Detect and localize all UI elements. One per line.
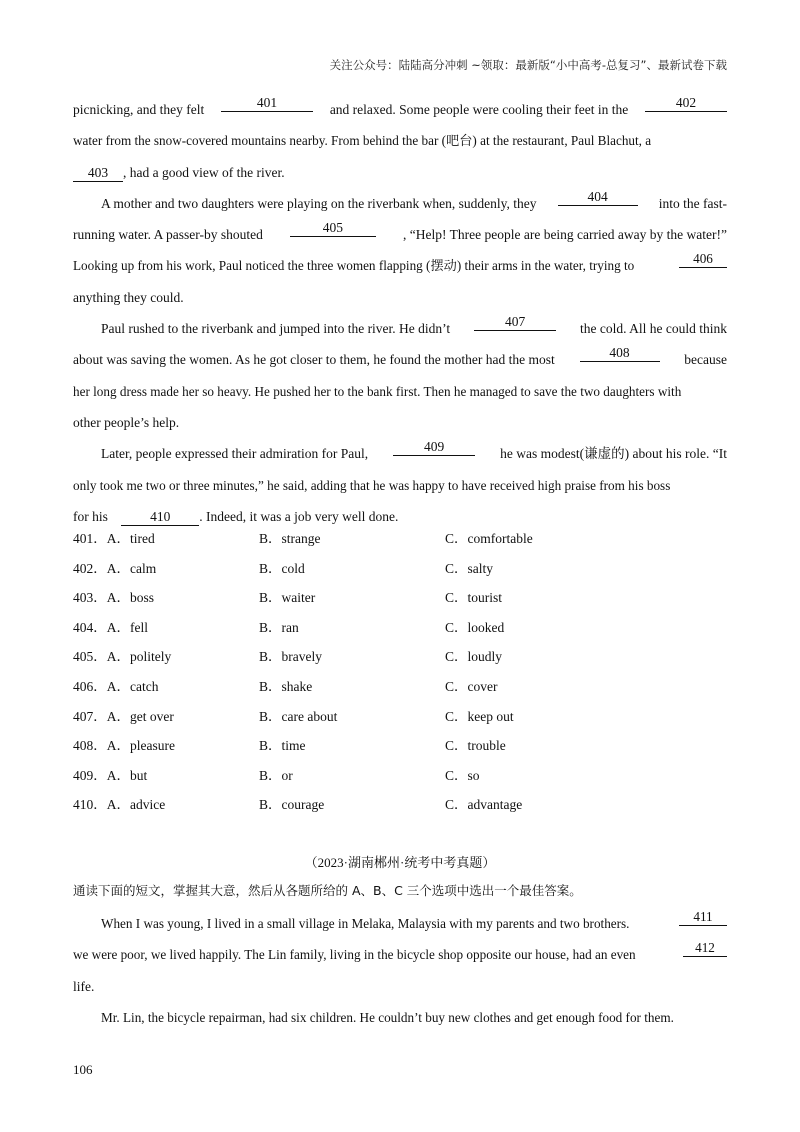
- page-number: 106: [73, 1062, 93, 1077]
- passage-line: A mother and two daughters were playing on the riverbank when, suddenly, they 404 into the fast-: [101, 188, 727, 211]
- exam-source: （2023·湖南郴州·统考中考真题）: [304, 855, 496, 870]
- passage-line: life.: [73, 978, 95, 994]
- passage-line: When I was young, I lived in a small village in Melaka, Malaysia with my parents and two brothers. 411: [73, 908, 727, 939]
- option-row: 406．A．catch B．shake C．cover: [73, 678, 498, 694]
- blank-402: 402: [645, 94, 727, 112]
- option-row: 405．A．politely B．bravely C．loudly: [73, 649, 503, 665]
- passage-line: about was saving the women. As he got closer to them, he found the mother had the most 408 because: [73, 345, 727, 368]
- blank-408: 408: [580, 344, 660, 362]
- passage-line: anything they could.: [73, 289, 184, 305]
- option-row: 404．A．fell B．ran C．looked: [73, 619, 505, 635]
- passage-line: for his 410 . Indeed, it was a job very well done.: [73, 508, 399, 524]
- passage-line: only took me two or three minutes,” he said, adding that he was happy to have received high praise from his boss: [73, 477, 671, 493]
- blank-405: 405: [290, 219, 376, 237]
- passage-line: water from the snow-covered mountains nearby. From behind the bar (吧台) at the restaurant, Paul Blachut, a: [73, 133, 652, 149]
- option-row: 402．A．calm B．cold C．salty: [73, 560, 494, 576]
- blank-407: 407: [474, 313, 556, 331]
- blank-412: 412: [683, 939, 727, 957]
- option-row: 410．A．advice B．courage C．advantage: [73, 797, 523, 813]
- option-row: 408．A．pleasure B．time C．trouble: [73, 738, 506, 754]
- passage-line: Mr. Lin, the bicycle repairman, had six children. He couldn’t buy new clothes and get enough food for them.: [101, 1009, 674, 1025]
- blank-404: 404: [558, 188, 638, 206]
- page-header: 关注公众号：陆陆高分冲刺 ~领取：最新版“小中高考-总复习”、最新试卷下载: [329, 58, 727, 72]
- blank-411: 411: [679, 908, 727, 926]
- passage-1: [73, 94, 727, 532]
- passage-2: [73, 908, 727, 1033]
- answer-options: [73, 524, 727, 820]
- blank-406: 406: [679, 250, 727, 268]
- instruction-text: 通读下面的短文，掌握其大意，然后从各题所给的 A、B、C 三个选项中选出一个最佳答案。: [73, 883, 582, 898]
- option-row: 401．A．tired B．strange C．comfortable: [73, 531, 533, 546]
- passage-line: picnicking, and they felt 401 and relaxed. Some people were cooling their feet in the 402: [73, 94, 727, 125]
- blank-401: 401: [221, 94, 313, 112]
- passage-line: Later, people expressed their admiration for Paul, 409 he was modest(谦虚的) about his role. “It: [101, 439, 727, 462]
- passage-line: Paul rushed to the riverbank and jumped into the river. He didn’t 407 the cold. All he could think: [101, 314, 727, 337]
- passage-line: her long dress made her so heavy. He pushed her to the bank first. Then he managed to save the two daughters with: [73, 383, 682, 399]
- passage-line: 403 , had a good view of the river.: [73, 157, 727, 188]
- option-row: 403．A．boss B．waiter C．tourist: [73, 590, 503, 606]
- blank-403: 403: [73, 164, 123, 182]
- blank-409: 409: [393, 438, 475, 456]
- passage-line: other people’s help.: [73, 414, 180, 430]
- blank-410: 410: [121, 508, 199, 526]
- passage-line: running water. A passer-by shouted 405 , “Help! Three people are being carried away by the water!”: [73, 220, 727, 243]
- option-row: 407．A．get over B．care about C．keep out: [73, 708, 514, 724]
- passage-line: Looking up from his work, Paul noticed the three women flapping (摆动) their arms in the water, trying to 406: [73, 250, 727, 281]
- option-row: 409．A．but B．or C．so: [73, 767, 480, 783]
- passage-line: we were poor, we lived happily. The Lin family, living in the bicycle shop opposite our house, had an even 412: [73, 939, 727, 970]
